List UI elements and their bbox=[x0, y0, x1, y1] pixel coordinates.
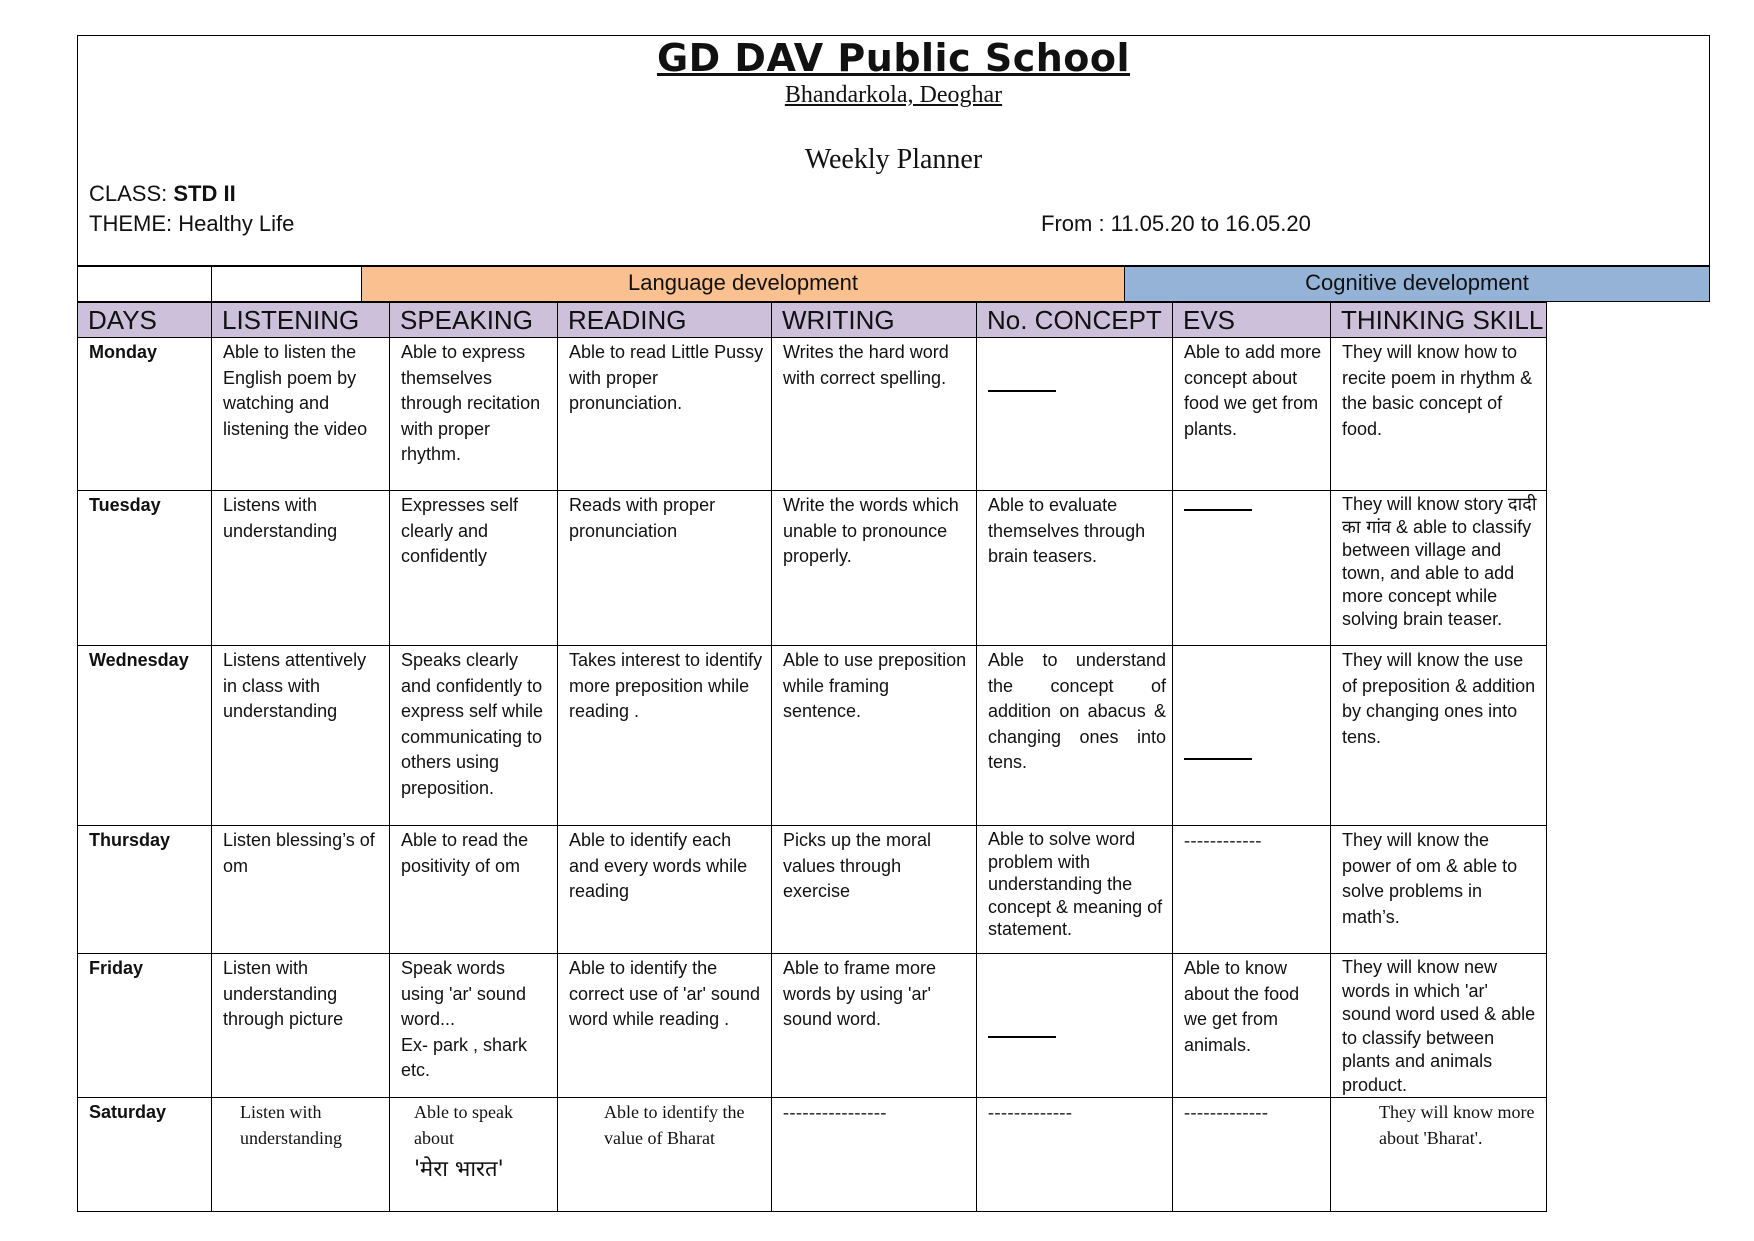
concept-cell: Able to understand the concept of addition on abacus & changing ones into tens. bbox=[977, 646, 1173, 826]
class-label: CLASS: bbox=[89, 181, 174, 206]
blank-line bbox=[988, 390, 1056, 392]
evs-cell: Able to add more concept about food we get from plants. bbox=[1173, 338, 1331, 491]
speaking-text: Speak words using 'ar' sound word... bbox=[401, 958, 526, 1029]
listening-cell: Listen with understanding through picture bbox=[212, 954, 390, 1098]
band-empty-days bbox=[77, 266, 212, 302]
concept-cell: Able to evaluate themselves through brain teasers. bbox=[977, 491, 1173, 646]
listening-cell: Listens attentively in class with understanding bbox=[212, 646, 390, 826]
column-header-evs: EVS bbox=[1173, 303, 1331, 338]
table-row bbox=[78, 338, 1547, 491]
column-header-concept: No. CONCEPT bbox=[977, 303, 1173, 338]
column-header-speaking: SPEAKING bbox=[390, 303, 558, 338]
speaking-text: Able to speak about bbox=[414, 1102, 513, 1148]
column-header-writing: WRITING bbox=[772, 303, 977, 338]
speaking-cell: Able to read the positivity of om bbox=[390, 826, 558, 954]
thinking-cell: They will know how to recite poem in rhythm & the basic concept of food. bbox=[1331, 338, 1547, 491]
band-empty-listening bbox=[211, 266, 362, 302]
evs-cell: ------------ bbox=[1173, 826, 1331, 954]
speaking-cell: Able to express themselves through recitation with proper rhythm. bbox=[390, 338, 558, 491]
evs-cell bbox=[1173, 491, 1331, 646]
band-cognitive-development: Cognitive development bbox=[1124, 266, 1710, 302]
concept-cell bbox=[977, 338, 1173, 491]
speaking-cell: Expresses self clearly and confidently bbox=[390, 491, 558, 646]
evs-cell bbox=[1173, 646, 1331, 826]
column-header-days: DAYS bbox=[78, 303, 212, 338]
evs-cell: ------------- bbox=[1173, 1098, 1331, 1212]
concept-cell: Able to solve word problem with understanding the concept & meaning of statement. bbox=[977, 826, 1173, 954]
writing-cell: Write the words which unable to pronounce properly. bbox=[772, 491, 977, 646]
writing-cell: Writes the hard word with correct spelling. bbox=[772, 338, 977, 491]
theme-line: THEME: Healthy Life bbox=[89, 211, 295, 236]
hindi-story-title: दादी का गांव bbox=[1342, 494, 1537, 538]
day-cell: Saturday bbox=[78, 1098, 212, 1212]
thinking-text-cont: & able to classify between village and town, and able to add more concept while solving brain teaser. bbox=[1342, 517, 1532, 629]
speaking-cell: Speaks clearly and confidently to express self while communicating to others using preposition. bbox=[390, 646, 558, 826]
school-name: GD DAV Public School bbox=[656, 36, 1131, 80]
writing-cell: Picks up the moral values through exercise bbox=[772, 826, 977, 954]
thinking-cell: They will know new words in which 'ar' sound word used & able to classify between plants and animals product. bbox=[1331, 954, 1547, 1098]
day-cell: Friday bbox=[78, 954, 212, 1098]
reading-cell: Takes interest to identify more preposition while reading . bbox=[558, 646, 772, 826]
listening-cell: Able to listen the English poem by watching and listening the video bbox=[212, 338, 390, 491]
speaking-cell bbox=[390, 1098, 558, 1212]
concept-cell: ------------- bbox=[977, 1098, 1173, 1212]
writing-cell: ---------------- bbox=[772, 1098, 977, 1212]
thinking-cell: They will know the power of om & able to solve problems in math’s. bbox=[1331, 826, 1547, 954]
writing-cell: Able to frame more words by using 'ar' sound word. bbox=[772, 954, 977, 1098]
table-row bbox=[78, 1098, 1547, 1212]
blank-line bbox=[1184, 758, 1252, 760]
listening-cell: Listen with understanding bbox=[212, 1098, 390, 1212]
hindi-mera-bharat: 'मेरा भारत' bbox=[414, 1157, 504, 1182]
table-row bbox=[78, 491, 1547, 646]
header-box bbox=[77, 35, 1710, 266]
day-cell: Thursday bbox=[78, 826, 212, 954]
school-address: Bhandarkola, Deoghar bbox=[784, 82, 1003, 108]
date-range: From : 11.05.20 to 16.05.20 bbox=[1041, 211, 1311, 236]
thinking-text: They will know story bbox=[1342, 494, 1509, 514]
reading-cell: Able to identify each and every words while reading bbox=[558, 826, 772, 954]
weekly-planner-table bbox=[77, 302, 1547, 1212]
planner-title: Weekly Planner bbox=[804, 144, 983, 175]
column-header-listening: LISTENING bbox=[212, 303, 390, 338]
band-language-development: Language development bbox=[361, 266, 1125, 302]
listening-cell: Listen blessing’s of om bbox=[212, 826, 390, 954]
column-header-reading: READING bbox=[558, 303, 772, 338]
thinking-cell: They will know more about 'Bharat'. bbox=[1331, 1098, 1547, 1212]
reading-cell: Able to identify the value of Bharat bbox=[558, 1098, 772, 1212]
day-cell: Wednesday bbox=[78, 646, 212, 826]
column-header-thinking-skill: THINKING SKILL bbox=[1331, 303, 1547, 338]
table-row bbox=[78, 954, 1547, 1098]
thinking-cell: They will know the use of preposition & addition by changing ones into tens. bbox=[1331, 646, 1547, 826]
writing-cell: Able to use preposition while framing sentence. bbox=[772, 646, 977, 826]
class-line bbox=[89, 181, 236, 207]
listening-cell: Listens with understanding bbox=[212, 491, 390, 646]
evs-cell: Able to know about the food we get from animals. bbox=[1173, 954, 1331, 1098]
reading-cell: Able to read Little Pussy with proper pronunciation. bbox=[558, 338, 772, 491]
reading-cell: Able to identify the correct use of 'ar' sound word while reading . bbox=[558, 954, 772, 1098]
day-cell: Tuesday bbox=[78, 491, 212, 646]
table-row bbox=[78, 826, 1547, 954]
table-row bbox=[78, 646, 1547, 826]
blank-line bbox=[1184, 509, 1252, 511]
reading-cell: Reads with proper pronunciation bbox=[558, 491, 772, 646]
day-cell: Monday bbox=[78, 338, 212, 491]
speaking-cell bbox=[390, 954, 558, 1098]
thinking-cell bbox=[1331, 491, 1547, 646]
blank-line bbox=[988, 1036, 1056, 1038]
column-header-row bbox=[78, 303, 1547, 338]
concept-cell bbox=[977, 954, 1173, 1098]
speaking-example: Ex- park , shark etc. bbox=[401, 1034, 528, 1080]
class-value: STD II bbox=[173, 181, 236, 206]
